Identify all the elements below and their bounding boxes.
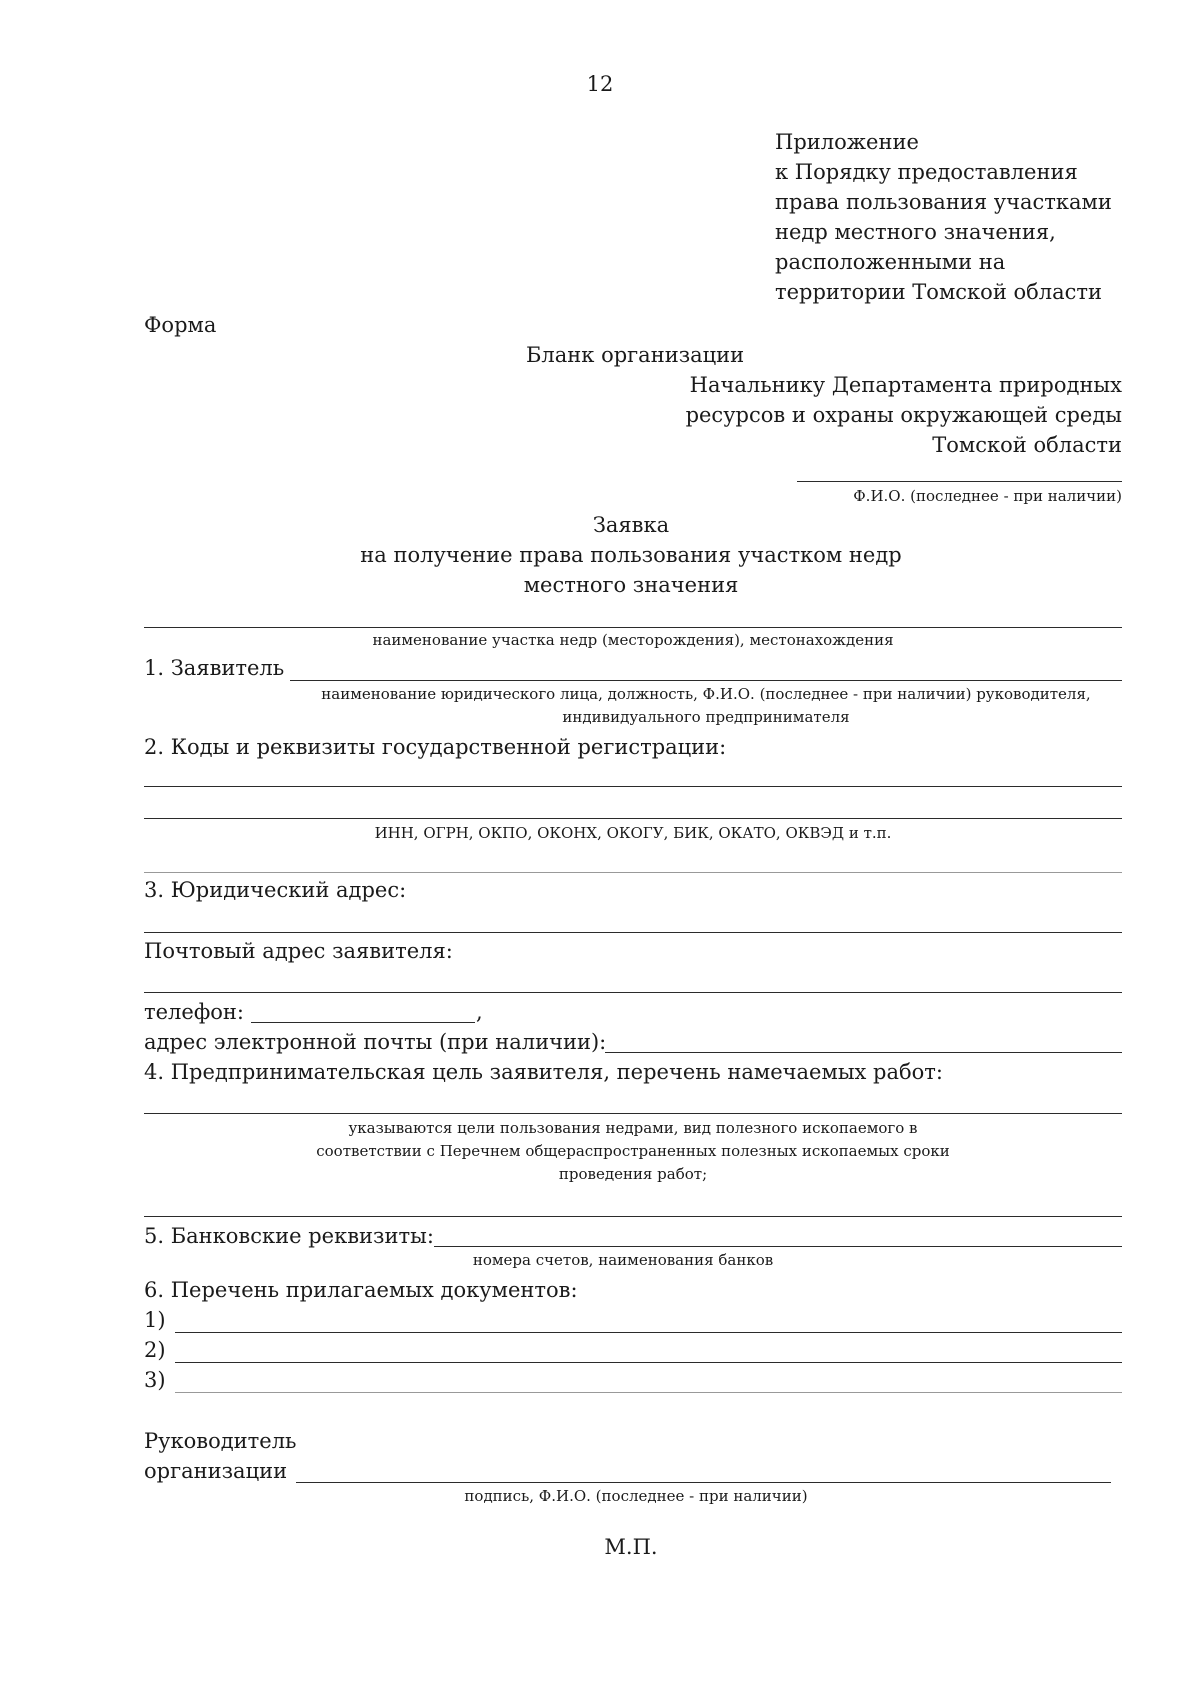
signature-label: организации [144,1459,288,1483]
stamp-placeholder: М.П. [604,1535,658,1559]
codes-field-3[interactable] [144,872,1122,873]
bank-caption: номера счетов, наименования банков [472,1251,774,1269]
document-item-field[interactable] [175,1362,1122,1363]
appendix-line: права пользования участками [775,190,1112,214]
addressee-line: Начальнику Департамента природных [689,373,1122,397]
legal-address-field[interactable] [144,932,1122,933]
applicant-caption: индивидуального предпринимателя [562,708,850,726]
appendix-line: к Порядку предоставления [775,160,1078,184]
purpose-caption: соответствии с Перечнем общераспространенных полезных ископаемых сроки [316,1142,950,1160]
addressee-caption: Ф.И.О. (последнее - при наличии) [853,487,1122,505]
purpose-field-2[interactable] [144,1216,1122,1217]
postal-address-field[interactable] [144,992,1122,993]
codes-field-2[interactable] [144,818,1122,819]
appendix-line: Приложение [775,130,919,154]
site-name-field[interactable] [144,627,1122,628]
form-label: Форма [144,313,217,337]
purpose-label: 4. Предпринимательская цель заявителя, перечень намечаемых работ: [144,1060,943,1084]
appendix-line: территории Томской области [775,280,1103,304]
form-subtitle: местного значения [523,573,739,597]
document-item-number: 3) [144,1368,166,1392]
form-subtitle: на получение права пользования участком недр [360,543,902,567]
addressee-line: Томской области [932,433,1122,457]
legal-address-label: 3. Юридический адрес: [144,878,407,902]
letterhead-placeholder: Бланк организации [526,343,745,367]
email-field[interactable] [605,1052,1122,1053]
document-item-number: 1) [144,1308,166,1332]
email-label: адрес электронной почты (при наличии): [144,1030,607,1054]
document-item-field[interactable] [175,1392,1122,1393]
purpose-caption: указываются цели пользования недрами, вид полезного ископаемого в [348,1119,918,1137]
signature-label: Руководитель [144,1429,297,1453]
addressee-name-field[interactable] [797,481,1122,482]
purpose-field[interactable] [144,1113,1122,1114]
form-title: Заявка [592,513,670,537]
page-number: 12 [586,72,614,96]
phone-field[interactable] [251,1022,475,1023]
addressee-line: ресурсов и охраны окружающей среды [685,403,1122,427]
codes-field-1[interactable] [144,786,1122,787]
postal-address-label: Почтовый адрес заявителя: [144,939,453,963]
document-item-number: 2) [144,1338,166,1362]
documents-label: 6. Перечень прилагаемых документов: [144,1278,578,1302]
applicant-label: 1. Заявитель [144,656,285,680]
signature-caption: подпись, Ф.И.О. (последнее - при наличии) [464,1487,808,1505]
bank-field[interactable] [434,1246,1122,1247]
phone-comma: , [476,1000,483,1024]
site-name-caption: наименование участка недр (месторождения), местонахождения [372,631,894,649]
phone-label: телефон: [144,1000,244,1024]
signature-field[interactable] [296,1482,1111,1483]
purpose-caption: проведения работ; [558,1165,708,1183]
applicant-field[interactable] [290,680,1122,681]
bank-label: 5. Банковские реквизиты: [144,1224,434,1248]
codes-caption: ИНН, ОГРН, ОКПО, ОКОНХ, ОКОГУ, БИК, ОКАТО, ОКВЭД и т.п. [374,824,892,842]
document-item-field[interactable] [175,1332,1122,1333]
appendix-line: расположенными на [775,250,1006,274]
codes-label: 2. Коды и реквизиты государственной регистрации: [144,735,727,759]
applicant-caption: наименование юридического лица, должность, Ф.И.О. (последнее - при наличии) руководителя, [321,685,1091,703]
appendix-line: недр местного значения, [775,220,1056,244]
